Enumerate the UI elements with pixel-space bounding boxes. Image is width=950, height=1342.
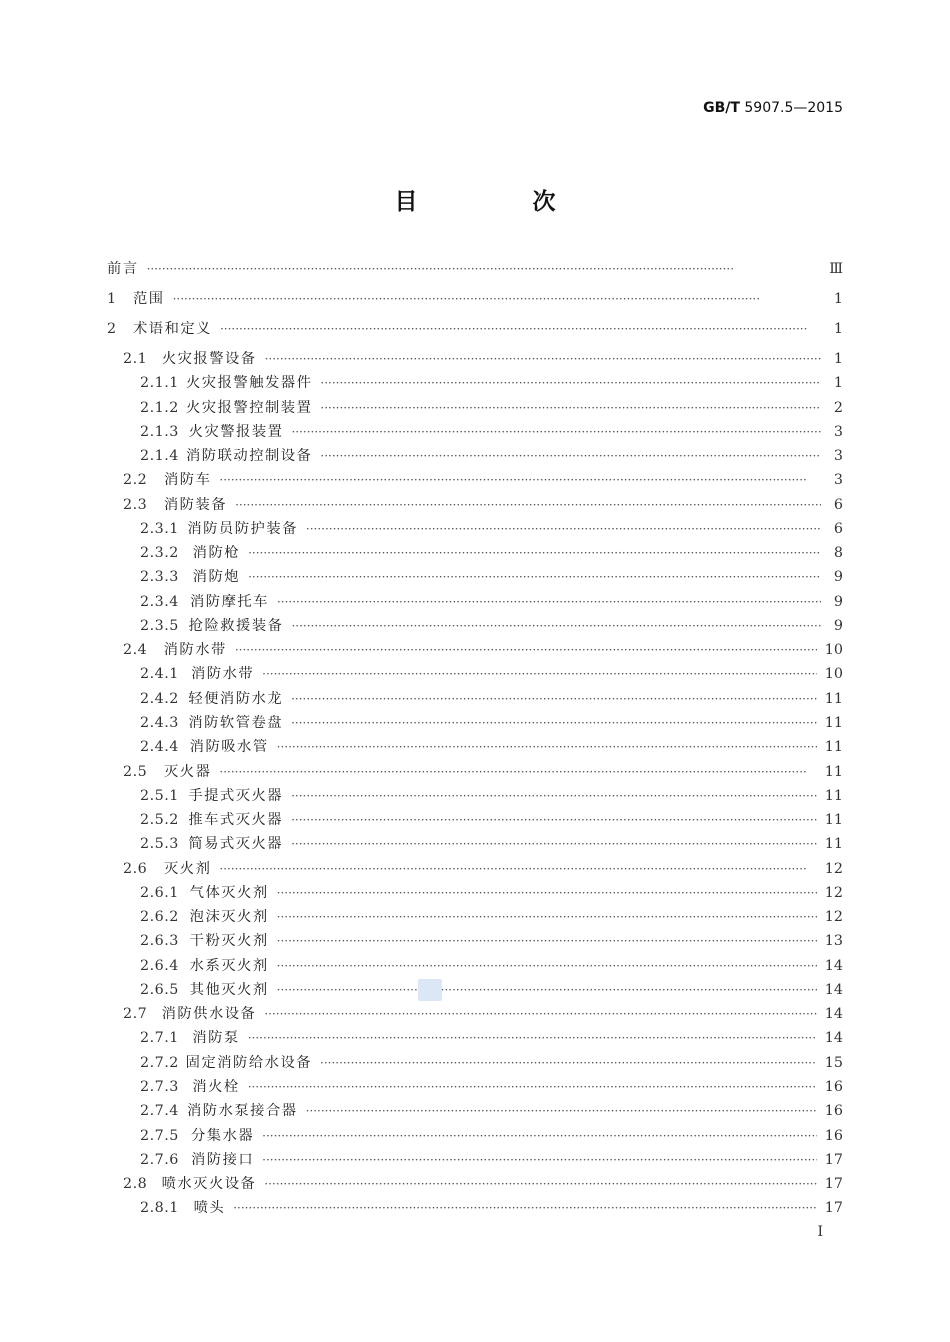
toc-entry-label: 干粉灭火剂 (189, 933, 269, 950)
toc-entry[interactable] (107, 397, 843, 421)
toc-entry-page: 2 (833, 399, 843, 416)
toc-entry-label: 其他灭火剂 (189, 981, 269, 998)
toc-leader-dots (235, 498, 821, 512)
toc-leader-dots (264, 1177, 816, 1191)
toc-leader-dots (262, 1129, 817, 1143)
toc-entry-label: 消防车 (164, 472, 212, 489)
toc-entry-label: 火灾警报装置 (188, 423, 284, 440)
toc-entry-label: 消防装备 (163, 496, 228, 513)
toc-entry-page: 17 (824, 1151, 843, 1168)
toc-leader-dots (277, 934, 817, 948)
standard-prefix: GB/T (703, 100, 740, 116)
toc-entry-number: 2.3.2 (140, 545, 179, 562)
toc-entry[interactable] (107, 566, 843, 590)
toc-entry-label: 消防供水设备 (161, 1006, 257, 1023)
toc-leader-dots (320, 401, 821, 415)
toc-entry-number: 2.5.3 (140, 836, 179, 853)
toc-entry-page: 11 (824, 714, 843, 731)
toc-entry[interactable] (107, 469, 843, 493)
toc-entry-page: 9 (833, 593, 843, 610)
toc-entry[interactable] (107, 736, 843, 760)
toc-entry-page: 12 (824, 860, 843, 877)
toc-entry-number: 2.6.3 (140, 933, 179, 950)
toc-entry[interactable] (107, 1003, 843, 1027)
toc-entry-number: 2.1.3 (140, 423, 179, 440)
toc-entry-page: 3 (833, 472, 843, 489)
toc-entry-page: 16 (824, 1127, 843, 1144)
toc-entry-number: 2.6.2 (140, 909, 179, 926)
toc-entry-number: 2.2 (123, 472, 148, 489)
toc-leader-dots (262, 667, 817, 681)
toc-entry-label: 推车式灭火器 (188, 812, 284, 829)
toc-leader-dots (233, 1201, 817, 1215)
toc-entry-number: 2.4 (123, 642, 148, 659)
toc-entry-label: 分集水器 (190, 1127, 255, 1144)
page-number: Ⅰ (817, 1224, 823, 1240)
toc-entry-label: 消防水带 (163, 642, 227, 659)
toc-entry-label: 消防员防护装备 (187, 520, 298, 537)
toc-entry[interactable] (107, 1052, 843, 1076)
toc-entry-page: 3 (833, 423, 843, 440)
toc-entry-label: 消防水带 (190, 666, 255, 683)
toc-entry[interactable] (107, 518, 843, 542)
toc-leader-dots (277, 886, 817, 900)
toc-entry-number: 2.7.3 (140, 1078, 179, 1095)
toc-entry-label: 手提式灭火器 (188, 787, 284, 804)
toc-entry-number: 2.4.3 (140, 714, 179, 731)
toc-entry-label: 消火栓 (192, 1078, 240, 1095)
toc-entry-label: 简易式灭火器 (188, 836, 284, 853)
toc-leader-dots (277, 983, 817, 997)
toc-entry-page: 11 (824, 763, 843, 780)
toc-entry-label: 火灾报警触发器件 (186, 375, 313, 392)
toc-entry-label: 消防联动控制设备 (186, 448, 313, 465)
toc-entry-number: 2.1.1 (140, 375, 179, 392)
toc-entry-number: 2.5 (123, 763, 148, 780)
toc-entry[interactable] (107, 615, 843, 639)
toc-entry-number: 2 (107, 321, 117, 337)
toc-entry[interactable] (107, 348, 843, 372)
toc-entry-number: 2.3.5 (140, 617, 179, 634)
toc-leader-dots (147, 262, 821, 276)
toc-leader-dots (248, 546, 821, 560)
toc-leader-dots (291, 716, 817, 730)
toc-entry-number: 2.8.1 (140, 1200, 179, 1217)
toc-leader-dots (291, 692, 817, 706)
toc-entry[interactable] (107, 445, 843, 469)
toc-entry[interactable] (107, 372, 843, 396)
toc-leader-dots (248, 1031, 817, 1045)
toc-entry-page: 8 (833, 545, 843, 562)
toc-entry-label: 灭火器 (164, 763, 212, 780)
toc-entry-page: 12 (824, 909, 843, 926)
toc-entry[interactable] (107, 1173, 843, 1197)
toc-entry-page: 10 (824, 666, 843, 683)
toc-entry-label: 气体灭火剂 (189, 884, 269, 901)
toc-entry-number: 2.3.1 (140, 520, 179, 537)
toc-entry-label: 消防接口 (190, 1151, 255, 1168)
toc-entry-page: 11 (824, 836, 843, 853)
toc-leader-dots (306, 522, 821, 536)
toc-entry[interactable] (107, 288, 843, 318)
toc-entry-page: 1 (833, 291, 843, 307)
toc-entry-page: 15 (824, 1054, 843, 1071)
toc-entry-page: 14 (824, 1030, 843, 1047)
standard-number: 5907.5—2015 (744, 100, 843, 116)
toc-entry-label: 喷头 (193, 1200, 226, 1217)
toc-entry-number: 2.6.1 (140, 884, 179, 901)
toc-entry-number: 2.3.3 (140, 569, 179, 586)
toc-leader-dots (219, 765, 816, 779)
selection-highlight (418, 979, 442, 1001)
toc-entry-number: 2.7.5 (140, 1127, 179, 1144)
toc-entry-page: 14 (824, 981, 843, 998)
toc-entry-label: 消防泵 (192, 1030, 240, 1047)
toc-entry-page: 14 (824, 957, 843, 974)
toc-entry[interactable] (107, 639, 843, 663)
toc-entry-number: 2.1.4 (140, 448, 179, 465)
toc-entry-label: 消防水泵接合器 (187, 1103, 298, 1120)
toc-entry-number: 2.5.1 (140, 787, 179, 804)
toc-entry[interactable] (107, 1100, 843, 1124)
toc-entry[interactable] (107, 930, 843, 954)
toc-entry[interactable] (107, 833, 843, 857)
toc-leader-dots (219, 862, 816, 876)
toc-entry[interactable] (107, 1197, 843, 1221)
toc-entry-page: 6 (833, 520, 843, 537)
toc-entry-page: 10 (824, 642, 843, 659)
standard-code (703, 100, 843, 116)
toc-entry[interactable] (107, 318, 843, 348)
toc-leader-dots (277, 910, 817, 924)
toc-entry-number: 2.4.2 (140, 690, 179, 707)
toc-leader-dots (277, 959, 817, 973)
toc-entry[interactable] (107, 1076, 843, 1100)
toc-entry[interactable] (107, 882, 843, 906)
toc-entry-number: 2.6.5 (140, 981, 179, 998)
toc-entry-page: 11 (824, 690, 843, 707)
toc-entry-page: 1 (833, 321, 843, 337)
toc-entry[interactable] (107, 809, 843, 833)
toc-entry-page: 11 (824, 812, 843, 829)
toc-entry[interactable] (107, 421, 843, 445)
page-title: 目 次 (394, 188, 602, 215)
toc-leader-dots (235, 643, 817, 657)
toc-entry-label: 泡沫灭火剂 (189, 909, 269, 926)
toc-entry-label: 消防吸水管 (189, 739, 269, 756)
toc-leader-dots (248, 1080, 817, 1094)
toc-leader-dots (291, 789, 817, 803)
toc-entry-label: 火灾报警设备 (161, 351, 257, 367)
toc-leader-dots (320, 376, 821, 390)
toc-entry[interactable] (107, 494, 843, 518)
toc-entry-label: 水系灭火剂 (189, 957, 269, 974)
toc-leader-dots (262, 1153, 817, 1167)
toc-entry[interactable] (107, 906, 843, 930)
toc-entry-label: 消防软管卷盘 (188, 714, 284, 731)
toc-entry-page: 12 (824, 884, 843, 901)
toc-entry-label: 消防摩托车 (190, 593, 269, 610)
toc-entry[interactable] (107, 258, 843, 288)
toc-entry-label: 范围 (133, 291, 165, 307)
toc-entry[interactable] (107, 979, 843, 1003)
toc-entry[interactable] (107, 1149, 843, 1173)
toc-entry[interactable] (107, 712, 843, 736)
toc-entry-number: 2.4.4 (140, 739, 179, 756)
toc-entry-page: 17 (824, 1200, 843, 1217)
toc-leader-dots (264, 1007, 816, 1021)
toc-entry-number: 2.8 (123, 1176, 148, 1193)
toc-entry-page: 14 (824, 1006, 843, 1023)
toc-entry[interactable] (107, 858, 843, 882)
toc-entry[interactable] (107, 663, 843, 687)
toc-leader-dots (320, 449, 821, 463)
toc-entry-label: 喷水灭火设备 (161, 1176, 257, 1193)
toc-entry-page: 16 (824, 1078, 843, 1095)
toc-entry-page: 1 (833, 351, 843, 367)
toc-entry-label: 术语和定义 (133, 321, 212, 337)
toc-entry-number: 2.6.4 (140, 957, 179, 974)
toc-entry-number: 2.5.2 (140, 812, 179, 829)
toc-entry-label: 轻便消防水龙 (188, 690, 284, 707)
toc-entry[interactable] (107, 1125, 843, 1149)
toc-entry-number: 2.7.6 (140, 1151, 179, 1168)
toc-entry-page: 17 (824, 1176, 843, 1193)
toc-leader-dots (306, 1104, 817, 1118)
toc-entry-page: 3 (833, 448, 843, 465)
toc-entry-number: 2.7.1 (140, 1030, 179, 1047)
toc-entry-page: 6 (833, 496, 843, 513)
toc-entry-number: 2.4.1 (140, 666, 179, 683)
toc-entry[interactable] (107, 688, 843, 712)
toc-entry-number: 2.3 (123, 496, 148, 513)
toc-entry-number: 2.7.4 (140, 1103, 179, 1120)
toc-entry-page: 16 (824, 1103, 843, 1120)
toc-entry[interactable] (107, 1027, 843, 1051)
toc-leader-dots (248, 570, 821, 584)
toc-entry-number: 2.1.2 (140, 399, 179, 416)
toc-entry[interactable] (107, 591, 843, 615)
toc-entry-label: 消防枪 (192, 545, 241, 562)
toc-leader-dots (220, 322, 821, 336)
toc-leader-dots (173, 292, 821, 306)
toc-leader-dots (320, 1056, 817, 1070)
toc-entry-page: 9 (833, 569, 843, 586)
toc-leader-dots (277, 740, 817, 754)
table-of-contents (107, 258, 843, 1222)
toc-entry-number: 2.6 (123, 860, 148, 877)
toc-entry-number: 2.3.4 (140, 593, 179, 610)
toc-entry-number: 2.7.2 (140, 1054, 179, 1071)
toc-entry-number: 2.7 (123, 1006, 148, 1023)
toc-entry-page: Ⅲ (829, 261, 843, 277)
toc-entry[interactable] (107, 785, 843, 809)
toc-entry-page: 11 (824, 787, 843, 804)
toc-entry-label: 抢险救援装备 (188, 617, 284, 634)
toc-entry-page: 11 (824, 739, 843, 756)
toc-entry-page: 1 (833, 375, 843, 392)
toc-leader-dots (291, 837, 817, 851)
toc-entry-number: 1 (107, 291, 117, 307)
toc-leader-dots (291, 619, 821, 633)
toc-entry[interactable] (107, 955, 843, 979)
toc-leader-dots (265, 352, 821, 366)
toc-leader-dots (291, 425, 821, 439)
toc-entry-label: 火灾报警控制装置 (186, 399, 313, 416)
toc-entry[interactable] (107, 761, 843, 785)
toc-leader-dots (291, 813, 817, 827)
toc-entry-label: 前言 (107, 261, 139, 277)
toc-entry-label: 固定消防给水设备 (185, 1054, 313, 1071)
toc-entry-number: 2.1 (123, 351, 148, 367)
toc-entry[interactable] (107, 542, 843, 566)
toc-leader-dots (277, 595, 821, 609)
toc-entry-page: 13 (824, 933, 843, 950)
toc-entry-label: 灭火剂 (164, 860, 212, 877)
toc-entry-page: 9 (833, 617, 843, 634)
toc-entry-label: 消防炮 (192, 569, 241, 586)
toc-leader-dots (219, 473, 821, 487)
